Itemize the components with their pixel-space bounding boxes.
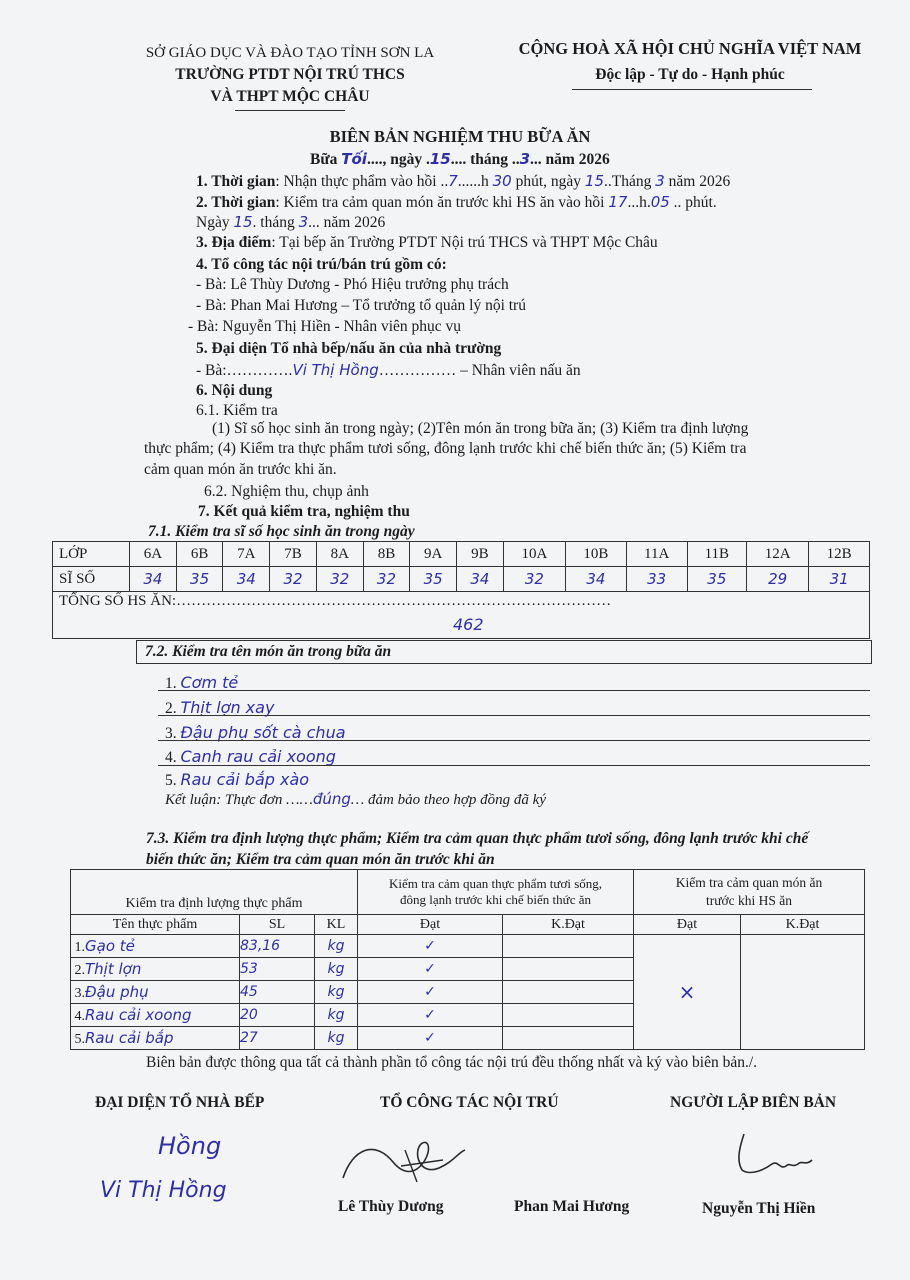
content-line-2: thực phẩm; (4) Kiểm tra thực phẩm tươi sống, đông lạnh trước khi chế biến thức ăn; (5) Kiểm tra (144, 440, 747, 457)
dish-dat-mark: × (634, 935, 741, 1050)
signer-name-huong: Phan Mai Hương (514, 1198, 630, 1215)
section-7-1-title: 7.1. Kiểm tra sĩ số học sinh ăn trong ngày (148, 523, 415, 540)
count-6a: 34 (130, 567, 177, 592)
class-row (53, 542, 870, 567)
item-4-label: 4. Tổ công tác nội trú/bán trú gồm có: (196, 256, 447, 273)
member-2: - Bà: Phan Mai Hương – Tổ trưởng tổ quản lý nội trú (196, 297, 526, 314)
section-6-2: 6.2. Nghiệm thu, chụp ảnh (204, 483, 369, 500)
total-value: 462 (453, 615, 484, 634)
food-kl-2: kg (315, 958, 358, 981)
count-7a: 34 (223, 567, 270, 592)
school-name-l1: TRƯỜNG PTDT NỘI TRÚ THCS (175, 66, 405, 83)
item-5-cook: - Bà:………….Vi Thị Hồng…………… – Nhân viên nấu ăn (196, 361, 581, 379)
food-kdat-4 (503, 1004, 634, 1027)
team-title: TỔ CÔNG TÁC NỘI TRÚ (380, 1094, 559, 1111)
dish-4: 4. Canh rau cải xoong (165, 747, 336, 766)
dish-kdat-cell (741, 935, 865, 1050)
food-dat-5: ✓ (358, 1027, 503, 1050)
col-fresh-kdat: K.Đạt (503, 915, 634, 935)
count-8b: 32 (363, 567, 410, 592)
class-7a: 7A (223, 542, 270, 567)
class-6b: 6B (176, 542, 223, 567)
col-fresh-dat: Đạt (358, 915, 503, 935)
food-sl-1: 83,16 (240, 935, 315, 958)
signer-name-duong: Lê Thùy Dương (338, 1198, 444, 1215)
count-12a: 29 (746, 567, 808, 592)
content-line-1: (1) Sĩ số học sinh ăn trong ngày; (2)Tên món ăn trong bữa ăn; (3) Kiểm tra định lượng (212, 420, 749, 437)
header-rule-right (572, 89, 812, 90)
class-7b: 7B (270, 542, 317, 567)
kitchen-rep-title: ĐẠI DIỆN TỔ NHÀ BẾP (95, 1094, 265, 1111)
food-name-2: 2.Thịt lợn (71, 958, 240, 981)
dept-name: SỞ GIÁO DỤC VÀ ĐÀO TẠO TỈNH SƠN LA (145, 45, 435, 61)
kitchen-signature: Hồng (158, 1132, 222, 1160)
dish-line-4 (158, 765, 870, 766)
dish-3: 3. Đậu phụ sốt cà chua (165, 723, 346, 742)
class-row-label: LỚP (53, 542, 130, 567)
food-dat-2: ✓ (358, 958, 503, 981)
count-7b: 32 (270, 567, 317, 592)
col-dish-kdat: K.Đạt (741, 915, 865, 935)
dish-line-1 (158, 690, 870, 691)
food-kdat-1 (503, 935, 634, 958)
col-food-name: Tên thực phẩm (71, 915, 240, 935)
class-10b: 10B (566, 542, 626, 567)
section-7-2-box (136, 640, 872, 664)
food-sl-4: 20 (240, 1004, 315, 1027)
col-kl: KL (315, 915, 358, 935)
class-11b: 11B (687, 542, 746, 567)
count-10a: 32 (503, 567, 565, 592)
motto: Độc lập - Tự do - Hạnh phúc (595, 66, 785, 83)
section-7-2-title: 7.2. Kiểm tra tên món ăn trong bữa ăn (145, 643, 392, 660)
class-12a: 12A (746, 542, 808, 567)
signer-name-hien: Nguyễn Thị Hiền (702, 1200, 816, 1217)
count-11a: 33 (626, 567, 687, 592)
doc-title: BIÊN BẢN NGHIỆM THU BỮA ĂN (329, 127, 591, 146)
count-11b: 35 (687, 567, 746, 592)
header-fresh-check: Kiểm tra cảm quan thực phẩm tươi sống, đông lạnh trước khi chế biến thức ăn (358, 870, 634, 915)
table-row (71, 935, 865, 958)
meal-line: Bữa Tối...., ngày .15.... tháng ..3... năm 2026 (310, 150, 610, 168)
class-9b: 9B (457, 542, 504, 567)
food-dat-4: ✓ (358, 1004, 503, 1027)
food-dat-1: ✓ (358, 935, 503, 958)
class-8b: 8B (363, 542, 410, 567)
food-check-table (70, 869, 865, 1050)
col-sl: SL (240, 915, 315, 935)
class-11a: 11A (626, 542, 687, 567)
section-7-3-title-l2: biến thức ăn; Kiểm tra cảm quan món ăn trước khi ăn (146, 851, 495, 868)
food-kdat-5 (503, 1027, 634, 1050)
count-6b: 35 (176, 567, 223, 592)
food-kl-3: kg (315, 981, 358, 1004)
writer-signature-graphic (730, 1130, 825, 1178)
total-row (53, 592, 870, 639)
count-8a: 32 (316, 567, 363, 592)
class-6a: 6A (130, 542, 177, 567)
item-2: 2. Thời gian: Kiểm tra cảm quan món ăn trước khi HS ăn vào hồi 17...h.05 .. phút. (196, 193, 717, 211)
class-8a: 8A (316, 542, 363, 567)
food-name-1: 1.Gạo tẻ (71, 935, 240, 958)
member-3: - Bà: Nguyễn Thị Hiền - Nhân viên phục vụ (188, 318, 462, 335)
class-count-table (52, 541, 870, 639)
item-6-label: 6. Nội dung (196, 382, 273, 399)
count-12b: 31 (809, 567, 870, 592)
food-dat-3: ✓ (358, 981, 503, 1004)
food-kl-4: kg (315, 1004, 358, 1027)
dish-line-3 (158, 740, 870, 741)
menu-conclusion: Kết luận: Thực đơn ……đúng… đảm bảo theo hợp đồng đã ký (165, 790, 546, 808)
count-9a: 35 (410, 567, 457, 592)
food-sl-3: 45 (240, 981, 315, 1004)
nation-title: CỘNG HOÀ XÃ HỘI CHỦ NGHĨA VIỆT NAM (518, 39, 862, 58)
count-row (53, 567, 870, 592)
writer-title: NGƯỜI LẬP BIÊN BẢN (670, 1094, 837, 1111)
header-rule-left (235, 110, 345, 111)
food-kl-1: kg (315, 935, 358, 958)
food-kdat-2 (503, 958, 634, 981)
dish-5: 5. Rau cải bắp xào (165, 770, 310, 789)
item-7-label: 7. Kết quả kiểm tra, nghiệm thu (198, 503, 410, 520)
dish-line-2 (158, 715, 870, 716)
item-1: 1. Thời gian: Nhận thực phẩm vào hồi ..7......h 30 phút, ngày 15..Tháng 3 năm 2026 (196, 172, 731, 190)
item-5-label: 5. Đại diện Tổ nhà bếp/nấu ăn của nhà trường (196, 340, 502, 357)
school-name-l2: VÀ THPT MỘC CHÂU (210, 88, 370, 105)
food-sl-2: 53 (240, 958, 315, 981)
closing-statement: Biên bản được thông qua tất cả thành phần tổ công tác nội trú đều thống nhất và ký vào biên bản./. (146, 1054, 758, 1071)
dish-1: 1. Cơm tẻ (165, 673, 239, 692)
food-sl-5: 27 (240, 1027, 315, 1050)
item-3: 3. Địa điểm: Tại bếp ăn Trường PTDT Nội trú THCS và THPT Mộc Châu (196, 234, 658, 251)
section-7-3-title-l1: 7.3. Kiểm tra định lượng thực phẩm; Kiểm tra cảm quan thực phẩm tươi sống, đông lạnh trước khi chế (146, 830, 809, 847)
food-kdat-3 (503, 981, 634, 1004)
item-2-date: Ngày 15. tháng 3... năm 2026 (196, 213, 386, 231)
kitchen-name-handwritten: Vi Thị Hồng (100, 1178, 227, 1203)
count-row-label: SĨ SỐ (53, 567, 130, 592)
total-label: TỔNG SỐ HS ĂN:…………………………………………………………………………… (59, 593, 612, 609)
header-quantity: Kiểm tra định lượng thực phẩm (71, 870, 358, 915)
class-10a: 10A (503, 542, 565, 567)
team-signature-graphic (335, 1120, 470, 1192)
class-9a: 9A (410, 542, 457, 567)
count-10b: 34 (566, 567, 626, 592)
food-name-4: 4.Rau cải xoong (71, 1004, 240, 1027)
col-dish-dat: Đạt (634, 915, 741, 935)
class-12b: 12B (809, 542, 870, 567)
food-kl-5: kg (315, 1027, 358, 1050)
section-6-1: 6.1. Kiểm tra (196, 402, 278, 419)
total-cell (53, 592, 870, 639)
food-name-5: 5.Rau cải bắp (71, 1027, 240, 1050)
food-name-3: 3.Đậu phụ (71, 981, 240, 1004)
count-9b: 34 (457, 567, 504, 592)
dish-2: 2. Thịt lợn xay (165, 698, 275, 717)
content-line-3: cảm quan món ăn trước khi ăn. (144, 461, 337, 478)
header-dish-check: Kiểm tra cảm quan món ăn trước khi HS ăn (634, 870, 865, 915)
member-1: - Bà: Lê Thùy Dương - Phó Hiệu trưởng phụ trách (196, 276, 509, 293)
